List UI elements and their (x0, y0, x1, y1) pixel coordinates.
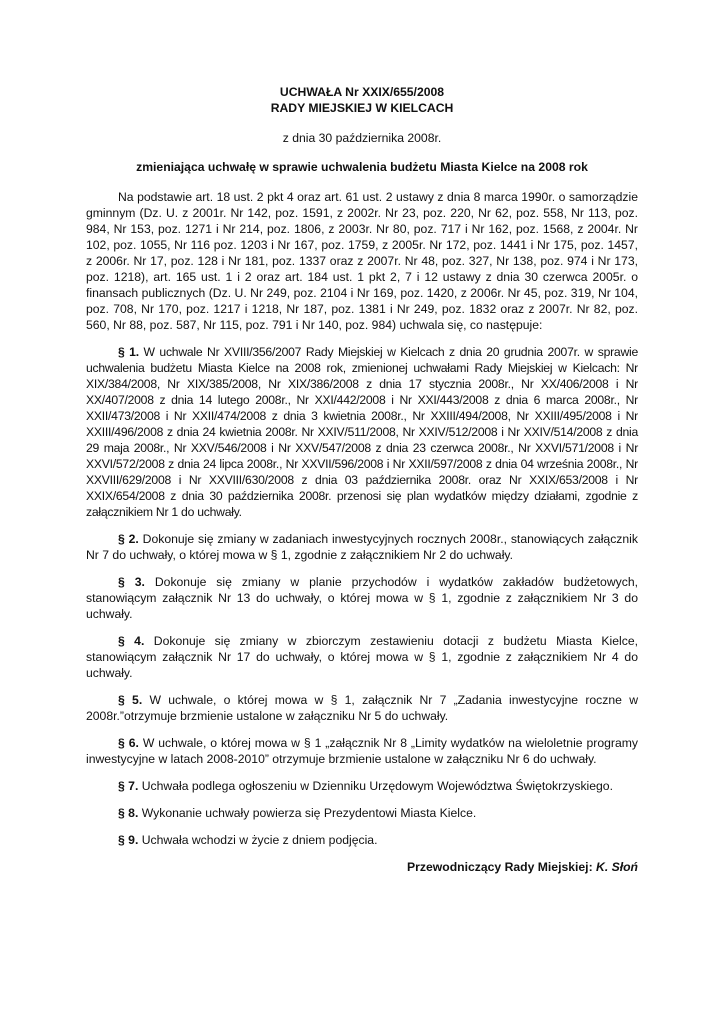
section-label: § 3. (118, 575, 145, 589)
section-text: W uchwale Nr XVIII/356/2007 Rady Miejskiej w Kielcach z dnia 20 grudnia 2007r. w sprawie uchwalenia budżetu Miasta Kielce na 2008 rok, zmienionej uchwałami Rady Miejskiej w Kielcach: Nr XIX/384/2008, Nr XIX/385/2008, Nr XIX/386/2008 z dnia 17 stycznia 2008r., Nr XX/406/2008 i Nr XX/407/2008 z dnia 14 lutego 2008r., Nr XXI/442/2008 i Nr XXI/443/2008 z dnia 6 marca 2008r., Nr XXII/473/2008 i Nr XXII/474/2008 z dnia 3 kwietnia 2008r., Nr XXIII/494/2008, Nr XXIII/495/2008 i Nr XXIII/496/2008 z dnia 24 kwietnia 2008r. Nr XXIV/511/2008, Nr XXIV/512/2008 i Nr XXIV/514/2008 z dnia 29 maja 2008r., Nr XXV/546/2008 i Nr XXV/547/2008 z dnia 23 czerwca 2008r., Nr XXVI/571/2008 i Nr XXVI/572/2008 z dnia 24 lipca 2008r., Nr XXVII/596/2008 i Nr XXII/597/2008 z dnia 04 września 2008r., Nr XXVIII/629/2008 i Nr XXVIII/630/2008 z dnia 03 października 2008r. oraz Nr XXIX/653/2008 i Nr XXIX/654/2008 z dnia 30 października 2008r. przenosi się plan wydatków między działami, zgodnie z załącznikiem Nr 1 do uchwały. (86, 345, 638, 519)
resolution-subject: zmieniająca uchwałę w sprawie uchwalenia budżetu Miasta Kielce na 2008 rok (136, 160, 588, 174)
section-text: Uchwała wchodzi w życie z dniem podjęcia. (141, 833, 378, 847)
section-6 (86, 735, 638, 767)
section-label: § 4. (118, 634, 145, 648)
section-4 (86, 633, 638, 681)
section-2 (86, 531, 638, 563)
signature-name: K. Słoń (596, 860, 638, 874)
section-text: Wykonanie uchwały powierza się Prezydentowi Miasta Kielce. (141, 806, 477, 820)
section-label: § 5. (118, 693, 143, 707)
section-label: § 2. (118, 532, 139, 546)
resolution-number: UCHWAŁA Nr XXIX/655/2008 (279, 85, 445, 99)
section-9 (86, 832, 638, 848)
section-label: § 6. (118, 736, 139, 750)
issuing-body: RADY MIEJSKIEJ W KIELCACH (270, 101, 454, 115)
legal-basis-preamble: Na podstawie art. 18 ust. 2 pkt 4 oraz art. 61 ust. 2 ustawy z dnia 8 marca 1990r. o samorządzie gminnym (Dz. U. z 2001r. Nr 142, poz. 1591, z 2002r. Nr 23, poz. 220, Nr 62, poz. 558, Nr 113, poz. 984, Nr 153, poz. 1271 i Nr 214, poz. 1806, z 2003r. Nr 80, poz. 717 i Nr 162, poz. 1568, z 2004r. Nr 102, poz. 1055, Nr 116 poz. 1203 i Nr 167, poz. 1759, z 2005r. Nr 172, poz. 1441 i Nr 175, poz. 1457, z 2006r. Nr 17, poz. 128 i Nr 181, poz. 1337 oraz z 2007r. Nr 48, poz. 327, Nr 138, poz. 974 i Nr 173, poz. 1218), art. 165 ust. 1 i 2 oraz art. 184 ust. 1 pkt 2, 7 i 12 ustawy z dnia 30 czerwca 2005r. o finansach publicznych (Dz. U. Nr 249, poz. 2104 i Nr 169, poz. 1420, z 2006r. Nr 45, poz. 319, Nr 104, poz. 708, Nr 170, poz. 1217 i 1218, Nr 187, poz. 1381 i Nr 249, poz. 1832 oraz z 2007r. Nr 82, poz. 560, Nr 88, poz. 587, Nr 115, poz. 791 i Nr 140, poz. 984) uchwala się, co następuje: (86, 190, 638, 332)
section-label: § 8. (118, 806, 139, 820)
signature-line (86, 859, 638, 875)
signature-role: Przewodniczący Rady Miejskiej: (407, 860, 593, 874)
section-7 (86, 778, 638, 794)
section-text: Dokonuje się zmiany w planie przychodów i wydatków zakładów budżetowych, stanowiącym załącznik Nr 13 do uchwały, o której mowa w § 1, zgodnie z załącznikiem Nr 3 do uchwały. (86, 575, 638, 621)
section-text: W uchwale, o której mowa w § 1, załącznik Nr 7 „Zadania inwestycyjne roczne w 2008r.”otrzymuje brzmienie ustalone w załączniku Nr 5 do uchwały. (86, 693, 638, 723)
section-label: § 7. (118, 779, 139, 793)
section-label: § 1. (118, 345, 139, 359)
section-label: § 9. (118, 833, 139, 847)
section-8 (86, 805, 638, 821)
document-page (86, 84, 638, 875)
section-3 (86, 574, 638, 622)
section-text: W uchwale, o której mowa w § 1 „załącznik Nr 8 „Limity wydatków na wieloletnie programy inwestycyjne w latach 2008-2010” otrzymuje brzmienie ustalone w załączniku Nr 6 do uchwały. (86, 736, 638, 766)
section-text: Uchwała podlega ogłoszeniu w Dzienniku Urzędowym Województwa Świętokrzyskiego. (141, 779, 613, 793)
section-5 (86, 692, 638, 724)
section-text: Dokonuje się zmiany w zadaniach inwestycyjnych rocznych 2008r., stanowiących załącznik Nr 7 do uchwały, o której mowa w § 1, zgodnie z załącznikiem Nr 2 do uchwały. (86, 532, 638, 562)
section-text: Dokonuje się zmiany w zbiorczym zestawieniu dotacji z budżetu Miasta Kielce, stanowiącym załącznik Nr 17 do uchwały, o której mowa w § 1, zgodnie z załącznikiem Nr 4 do uchwały. (86, 634, 638, 680)
section-1 (86, 344, 638, 520)
resolution-date: z dnia 30 października 2008r. (282, 131, 442, 145)
